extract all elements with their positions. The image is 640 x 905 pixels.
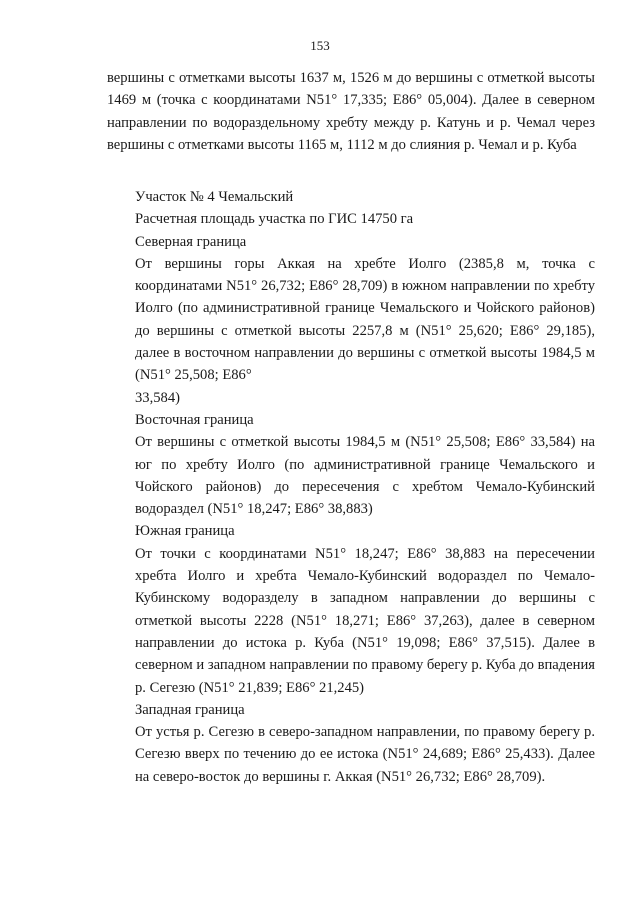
page-number: 153 <box>310 38 330 53</box>
section-chemalsky <box>135 186 595 788</box>
west-boundary-text: От устья р. Сегезю в северо-западном направлении, по правому берегу р. Сегезю вверх по течению до ее истока (N51° 24,689; E86° 25,433). Далее на северо-восток до вершины г. Аккая (N51° 26,732; E86° 28,709). <box>135 724 595 785</box>
section-area: Расчетная площадь участка по ГИС 14750 га <box>135 211 414 228</box>
west-boundary-heading: Западная граница <box>135 701 245 718</box>
north-boundary-text-tail: 33,584) <box>135 389 180 406</box>
section-title: Участок № 4 Чемальский <box>135 189 294 205</box>
north-boundary-text: От вершины горы Аккая на хребте Иолго (2385,8 м, точка с координатами N51° 26,732; E86° 28,709) в южном направлении по хребту Иолго (по административной границе Чемальского и Чойского районов) до вершины с отметкой высоты 2257,8 м (N51° 25,620; E86° 29,185), далее в восточном направлении до вершины с отметкой высоты 1984,5 м (N51° 25,508; E86° <box>135 255 595 384</box>
intro-paragraph: вершины с отметками высоты 1637 м, 1526 м до вершины с отметкой высоты 1469 м (точка с координатами N51° 17,335; E86° 05,004). Далее в северном направлении по водораздельному хребту между р. Катунь и р. Чемал через вершины с отметками высоты 1165 м, 1112 м до слияния р. Чемал и р. Куба <box>107 70 595 153</box>
intro-paragraph-block <box>107 67 595 156</box>
east-boundary-text: От вершины с отметкой высоты 1984,5 м (N51° 25,508; E86° 33,584) на юг по хребту Иолго (по административной границе Чемальского и Чойского районов) до пересечения с хребтом Чемало-Кубинский водораздел (N51° 18,247; E86° 38,883) <box>135 434 595 518</box>
south-boundary-text: От точки с координатами N51° 18,247; E86° 38,883 на пересечении хребта Иолго и хребта Чемало-Кубинский водораздел по Чемало-Кубинскому водоразделу в западном направлении до вершины с отметкой высоты 2228 (N51° 18,271; E86° 37,263), далее в северном направлении до истока р. Куба (N51° 19,098; E86° 37,515). Далее в северном и западном направлении по правому берегу р. Куба до впадения р. Сегезю (N51° 21,839; E86° 21,245) <box>135 545 595 696</box>
east-boundary-heading: Восточная граница <box>135 411 254 428</box>
north-boundary-heading: Северная граница <box>135 233 247 250</box>
south-boundary-heading: Южная граница <box>135 523 235 540</box>
